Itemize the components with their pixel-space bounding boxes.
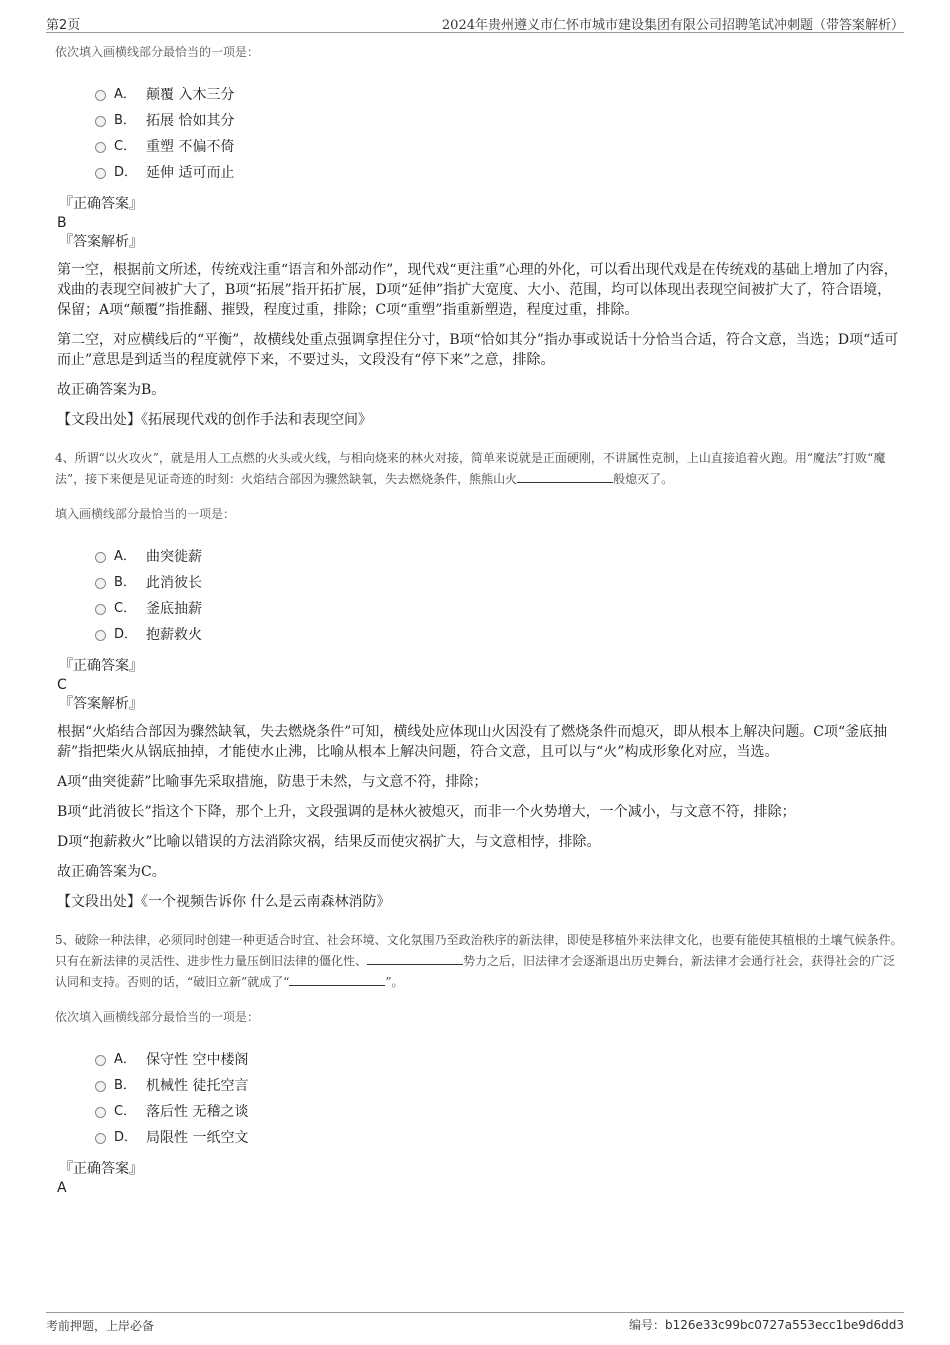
explanation [57, 260, 905, 400]
radio-icon[interactable] [95, 90, 106, 101]
analysis-label: 『答案解析』 [59, 696, 143, 712]
radio-icon[interactable] [95, 604, 106, 615]
stem-text: 5、破除一种法律，必须同时创建一种更适合时宜、社会环境、文化氛围乃至政治秩序的新法律，即使是移植外来法律文化，也要有能使其植根的土壤气候条件。只有在新法律的灵活性、进步性力量压倒旧法律的僵化性、 [55, 933, 903, 968]
content [55, 44, 905, 1197]
answer-blank [517, 470, 613, 483]
document-title: 2024年贵州遵义市仁怀市城市建设集团有限公司招聘笔试冲刺题（带答案解析） [441, 18, 904, 33]
option-text: 此消彼长 [146, 575, 202, 591]
radio-icon[interactable] [95, 168, 106, 179]
document-id: 编号：b126e33c99bc0727a553ecc1be9d6dd3 [628, 1318, 904, 1332]
explanation-paragraph: 第一空，根据前文所述，传统戏注重“语言和外部动作”，现代戏“更注重”心理的外化，可以看出现代戏是在传统戏的基础上增加了内容，戏曲的表现空间被扩大了，B项“拓展”指开拓扩展，D项“延伸”指扩大宽度、大小、范围，均可以体现出表现空间被扩大了，符合语境，保留；A项“颠覆”指推翻、摧毁，程度过重，排除；C项“重塑”指重新塑造，程度过重，排除。 [57, 262, 898, 318]
option-text: 保守性 空中楼阁 [146, 1052, 249, 1068]
passage-source: 【文段出处】《拓展现代戏的创作手法和表现空间》 [57, 412, 372, 428]
answer-blank [367, 952, 463, 965]
radio-icon[interactable] [95, 552, 106, 563]
stem-text: 4、所谓“以火攻火”，就是用人工点燃的火头或火线，与相向烧来的林火对接，简单来说就是正面硬刚，不讲属性克制，上山直接追着火跑。用“魔法”打败“魔法”，接下来便是见证奇迹的时刻：火焰结合部因为骤然缺氧，失去燃烧条件，熊熊山火 [55, 451, 886, 486]
radio-icon[interactable] [95, 1081, 106, 1092]
option-b[interactable] [95, 108, 905, 134]
radio-icon[interactable] [95, 142, 106, 153]
question-4 [55, 448, 905, 912]
question-5 [55, 930, 905, 1197]
correct-answer-label: 『正确答案』 [59, 1161, 143, 1177]
option-text: 延伸 适可而止 [146, 165, 235, 181]
question-prompt: 依次填入画横线部分最恰当的一项是： [55, 1010, 260, 1024]
option-text: 曲突徙薪 [146, 549, 202, 565]
option-text: 落后性 无稽之谈 [146, 1104, 249, 1120]
option-letter: A． [114, 549, 136, 564]
correct-answer-label: 『正确答案』 [59, 196, 143, 212]
radio-icon[interactable] [95, 630, 106, 641]
option-text: 拓展 恰如其分 [146, 113, 235, 129]
explanation-paragraph: 第二空，对应横线后的“平衡”，故横线处重点强调拿捏住分寸，B项“恰如其分”指办事或说话十分恰当合适，符合文意，当选；D项“适可而止”意思是到适当的程度就停下来，不要过头，文段没有“停下来”之意，排除。 [57, 332, 899, 368]
option-letter: D． [114, 165, 138, 180]
option-c[interactable] [95, 1099, 905, 1125]
question-prompt: 依次填入画横线部分最恰当的一项是： [55, 45, 260, 59]
option-letter: C． [114, 601, 137, 616]
footer-slogan: 考前押题，上岸必备 [46, 1319, 155, 1333]
radio-icon[interactable] [95, 1055, 106, 1066]
option-d[interactable] [95, 622, 905, 648]
option-letter: D． [114, 1130, 138, 1145]
option-letter: B． [114, 1078, 136, 1093]
analysis-label: 『答案解析』 [59, 234, 143, 250]
option-text: 局限性 一纸空文 [146, 1130, 249, 1146]
stem-text: 势力之后，旧法律才会逐渐退出历史舞台，新法律才会通行社会，获得社会的广泛认同和支持。否则的话，“破旧立新”就成了“ [55, 954, 896, 989]
explanation-paragraph: A项“曲突徙薪”比喻事先采取措施，防患于未然，与文意不符，排除； [57, 774, 488, 790]
option-letter: B． [114, 113, 136, 128]
option-list [95, 1047, 905, 1151]
option-d[interactable] [95, 160, 905, 186]
explanation [57, 722, 905, 882]
option-letter: A． [114, 87, 136, 102]
radio-icon[interactable] [95, 578, 106, 589]
page-number: 第2页 [46, 18, 81, 33]
radio-icon[interactable] [95, 1107, 106, 1118]
correct-answer: C [57, 677, 67, 693]
option-text: 抱薪救火 [146, 627, 202, 643]
option-a[interactable] [95, 82, 905, 108]
option-text: 颠覆 入木三分 [146, 87, 235, 103]
option-c[interactable] [95, 134, 905, 160]
option-letter: C． [114, 1104, 137, 1119]
option-c[interactable] [95, 596, 905, 622]
passage-source: 【文段出处】《一个视频告诉你 什么是云南森林消防》 [57, 894, 391, 910]
explanation-paragraph: 故正确答案为C。 [57, 864, 166, 880]
answer-blank [289, 973, 385, 986]
option-d[interactable] [95, 1125, 905, 1151]
option-b[interactable] [95, 570, 905, 596]
question-stem [55, 930, 905, 993]
option-list [95, 544, 905, 648]
radio-icon[interactable] [95, 116, 106, 127]
option-letter: A． [114, 1052, 136, 1067]
correct-answer-label: 『正确答案』 [59, 658, 143, 674]
explanation-paragraph: 根据“火焰结合部因为骤然缺氧，失去燃烧条件”可知，横线处应体现山火因没有了燃烧条件而熄灭，即从根本上解决问题。C项“釜底抽薪”指把柴火从锅底抽掉，才能使水止沸，比喻从根本上解决问题，符合文意，且可以与“火”构成形象化对应，当选。 [57, 724, 888, 760]
question-3 [55, 44, 905, 430]
option-text: 重塑 不偏不倚 [146, 139, 235, 155]
option-a[interactable] [95, 544, 905, 570]
explanation-paragraph: 故正确答案为B。 [57, 382, 166, 398]
explanation-paragraph: B项“此消彼长”指这个下降，那个上升，文段强调的是林火被熄灭，而非一个火势增大，一个减小，与文意不符，排除； [57, 804, 796, 820]
option-letter: C． [114, 139, 137, 154]
option-list [95, 82, 905, 186]
option-text: 釜底抽薪 [146, 601, 202, 617]
correct-answer: A [57, 1180, 67, 1196]
option-letter: B． [114, 575, 136, 590]
option-a[interactable] [95, 1047, 905, 1073]
explanation-paragraph: D项“抱薪救火”比喻以错误的方法消除灾祸，结果反而使灾祸扩大，与文意相悖，排除。 [57, 834, 601, 850]
page-footer [46, 1312, 904, 1337]
question-stem [55, 448, 905, 490]
question-prompt: 填入画横线部分最恰当的一项是： [55, 507, 236, 521]
stem-text: ”。 [385, 975, 404, 989]
radio-icon[interactable] [95, 1133, 106, 1144]
option-letter: D． [114, 627, 138, 642]
option-text: 机械性 徒托空言 [146, 1078, 249, 1094]
correct-answer: B [57, 215, 67, 231]
option-b[interactable] [95, 1073, 905, 1099]
stem-text: 般熄灭了。 [613, 472, 674, 486]
page-header [46, 12, 904, 33]
